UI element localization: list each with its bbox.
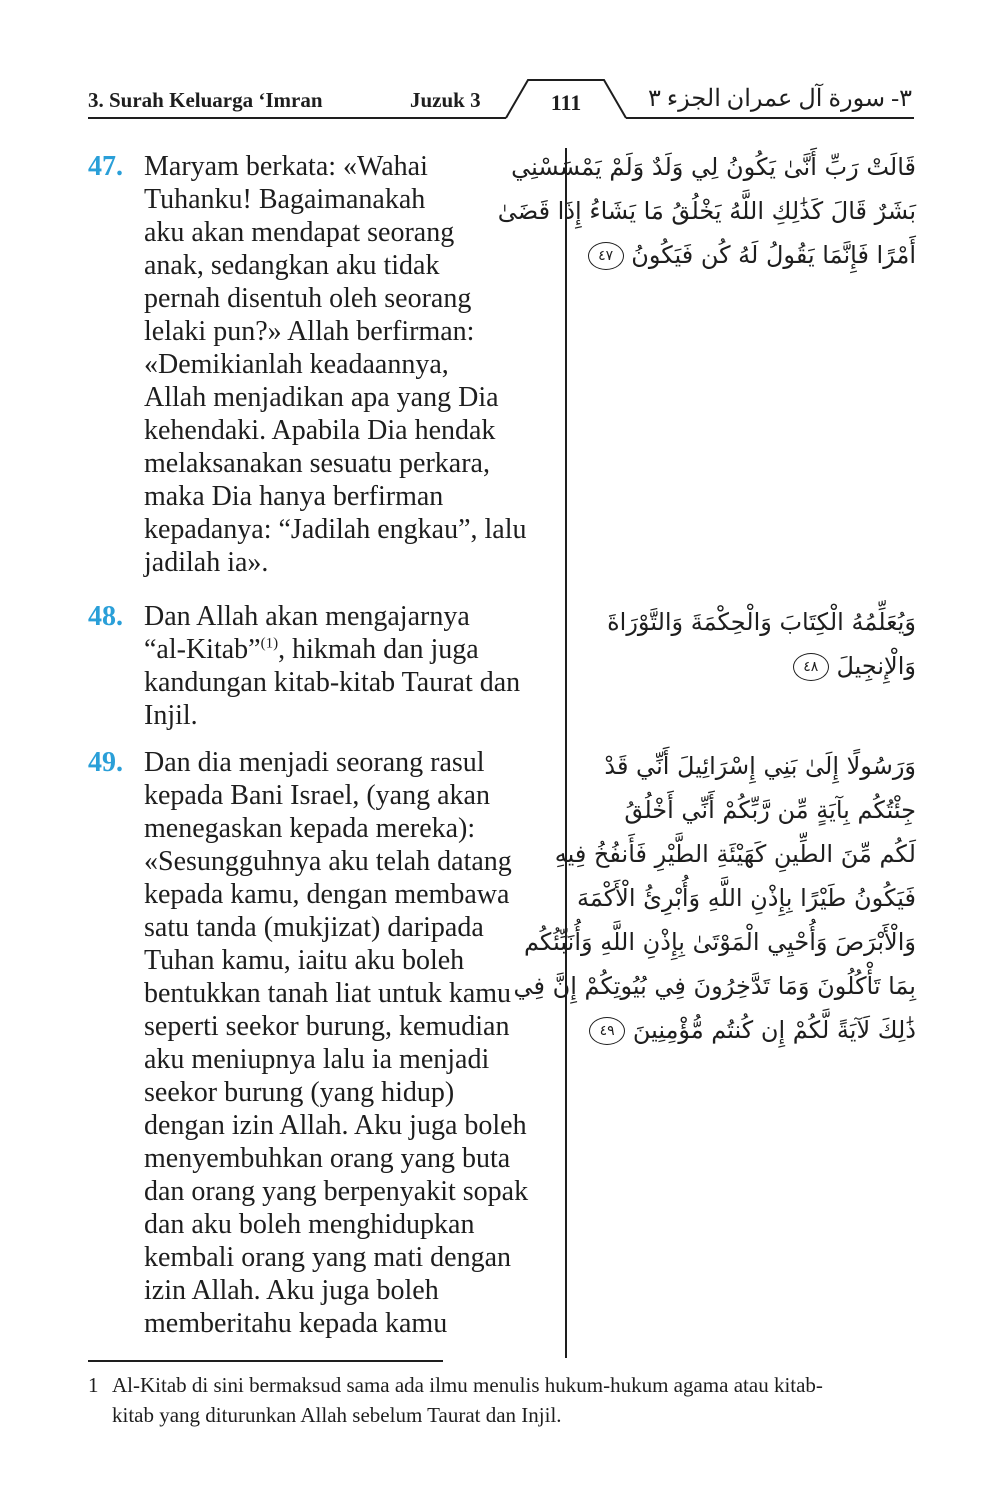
verse-line: kehendaki. Apabila Dia hendak xyxy=(144,415,496,446)
arabic-line: بِمَا تَأْكُلُونَ وَمَا تَدَّخِرُونَ فِي بُيُوتِكُمْ إِنَّ فِي xyxy=(513,972,916,1000)
verse-49-arabic xyxy=(513,744,916,1052)
footnote-ref[interactable]: (1) xyxy=(260,635,279,652)
verse-line: dan aku boleh menghidupkan xyxy=(144,1209,475,1240)
verse-line: menyembuhkan orang yang buta xyxy=(144,1143,511,1174)
verse-line: kepada kamu, dengan membawa xyxy=(144,879,510,910)
arabic-line: قَالَتْ رَبِّ أَنَّىٰ يَكُونُ لِي وَلَدٌ وَلَمْ يَمْسَسْنِي xyxy=(511,153,916,181)
page-number: 111 xyxy=(550,90,582,115)
arabic-line-text: أَمْرًا فَإِنَّمَا يَقُولُ لَهُ كُن فَيَكُونُ xyxy=(631,241,916,269)
juz-arabic: الجزء ٣ xyxy=(648,86,721,112)
footnote-rule xyxy=(88,1360,443,1362)
surah-title: 3. Surah Keluarga ‘Imran xyxy=(88,88,323,112)
verse-line: dengan izin Allah. Aku juga boleh xyxy=(144,1110,527,1141)
verse-line: Dan Allah akan mengajarnya xyxy=(144,601,470,632)
arabic-line: فَيَكُونُ طَيْرًا بِإِذْنِ اللَّهِ وَأُبْرِئُ الْأَكْمَهَ xyxy=(577,884,916,912)
verse-line: Injil. xyxy=(144,700,198,731)
verse-number: 47. xyxy=(88,151,123,182)
footnote-line: kitab yang diturunkan Allah sebelum Taurat dan Injil. xyxy=(112,1403,562,1427)
arabic-line: لَكُم مِّنَ الطِّينِ كَهَيْئَةِ الطَّيْرِ فَأَنفُخُ فِيهِ xyxy=(554,840,916,868)
verse-line: kepada Bani Israel, (yang akan xyxy=(144,780,490,811)
verse-line: kepadanya: “Jadilah engkau”, lalu xyxy=(144,514,527,545)
verse-line-rest: , hikmah dan juga xyxy=(278,634,479,665)
column-divider xyxy=(565,148,567,1358)
verse-line: kembali orang yang mati dengan xyxy=(144,1242,511,1273)
verse-line: seekor burung (yang hidup) xyxy=(144,1077,455,1108)
verse-line: «Sesungguhnya aku telah datang xyxy=(144,846,512,877)
verse-48-arabic xyxy=(590,600,916,688)
surah-arabic: ٣- سورة آل عمران xyxy=(726,86,912,112)
verse-number: 49. xyxy=(88,747,123,778)
arabic-line: وَرَسُولًا إِلَىٰ بَنِي إِسْرَائِيلَ أَنِّي قَدْ xyxy=(604,752,916,780)
arabic-line-text: ذَٰلِكَ لَآيَةً لَّكُمْ إِن كُنتُم مُّؤْمِنِينَ xyxy=(632,1016,916,1044)
arabic-line xyxy=(590,644,916,688)
ayah-marker: ٤٧ xyxy=(588,242,624,270)
verse-line: kandungan kitab-kitab Taurat dan xyxy=(144,667,521,698)
verse-line: lelaki pun?» Allah berfirman: xyxy=(144,316,475,347)
verse-line: aku akan mendapat seorang xyxy=(144,217,455,248)
verse-line: bentukkan tanah liat untuk kamu xyxy=(144,978,512,1009)
verse-line: maka Dia hanya berfirman xyxy=(144,481,444,512)
verse-line: pernah disentuh oleh seorang xyxy=(144,283,472,314)
footnote-line: Al-Kitab di sini bermaksud sama ada ilmu menulis hukum-hukum agama atau kitab- xyxy=(112,1373,823,1397)
verse-line: Tuhan kamu, iaitu aku boleh xyxy=(144,945,465,976)
verse-line: aku meniupnya lalu ia menjadi xyxy=(144,1044,490,1075)
arabic-line: وَالْأَبْرَصَ وَأُحْيِي الْمَوْتَىٰ بِإِذْنِ اللَّهِ وَأُنَبِّئُكُم xyxy=(523,928,916,956)
verse-line: izin Allah. Aku juga boleh xyxy=(144,1275,439,1306)
arabic-line: بَشَرٌ قَالَ كَذَٰلِكِ اللَّهُ يَخْلُقُ مَا يَشَاءُ إِذَا قَضَىٰ xyxy=(497,197,916,225)
verse-line: jadilah ia». xyxy=(144,547,269,578)
verse-number: 48. xyxy=(88,601,123,632)
page-header xyxy=(0,0,1000,130)
verse-line: Dan dia menjadi seorang rasul xyxy=(144,747,485,778)
verse-text xyxy=(144,600,560,732)
juzuk-label: Juzuk 3 xyxy=(410,88,481,112)
verse-line: seperti seekor burung, kemudian xyxy=(144,1011,510,1042)
verse-line: Tuhanku! Bagaimanakah xyxy=(144,184,426,215)
verse-line: «Demikianlah keadaannya, xyxy=(144,349,449,380)
verse-line: memberitahu kepada kamu xyxy=(144,1308,448,1339)
verse-47-arabic xyxy=(497,145,916,277)
verse-line: dan orang yang berpenyakit sopak xyxy=(144,1176,529,1207)
ayah-marker: ٤٩ xyxy=(589,1017,625,1045)
verse-line: menegaskan kepada mereka): xyxy=(144,813,476,844)
arabic-line xyxy=(590,233,916,277)
verse-line: Allah menjadikan apa yang Dia xyxy=(144,382,499,413)
verse-line: anak, sedangkan aku tidak xyxy=(144,250,440,281)
footnote-text xyxy=(112,1370,914,1430)
arabic-line xyxy=(590,1008,916,1052)
kitab-term: “al-Kitab” xyxy=(144,634,261,665)
ayah-marker: ٤٨ xyxy=(793,653,829,681)
verse-text xyxy=(144,746,560,1340)
verse-line xyxy=(144,633,560,666)
verse-line: Maryam berkata: «Wahai xyxy=(144,151,428,182)
arabic-line: وَيُعَلِّمُهُ الْكِتَابَ وَالْحِكْمَةَ وَالتَّوْرَاةَ xyxy=(607,608,916,636)
verse-line: melaksanakan sesuatu perkara, xyxy=(144,448,490,479)
footnote-number: 1 xyxy=(88,1373,99,1397)
verse-line: satu tanda (mukjizat) daripada xyxy=(144,912,484,943)
arabic-line-text: وَالْإِنجِيلَ xyxy=(836,652,916,680)
arabic-line: جِئْتُكُم بِآيَةٍ مِّن رَّبِّكُمْ أَنِّي أَخْلُقُ xyxy=(624,796,916,824)
